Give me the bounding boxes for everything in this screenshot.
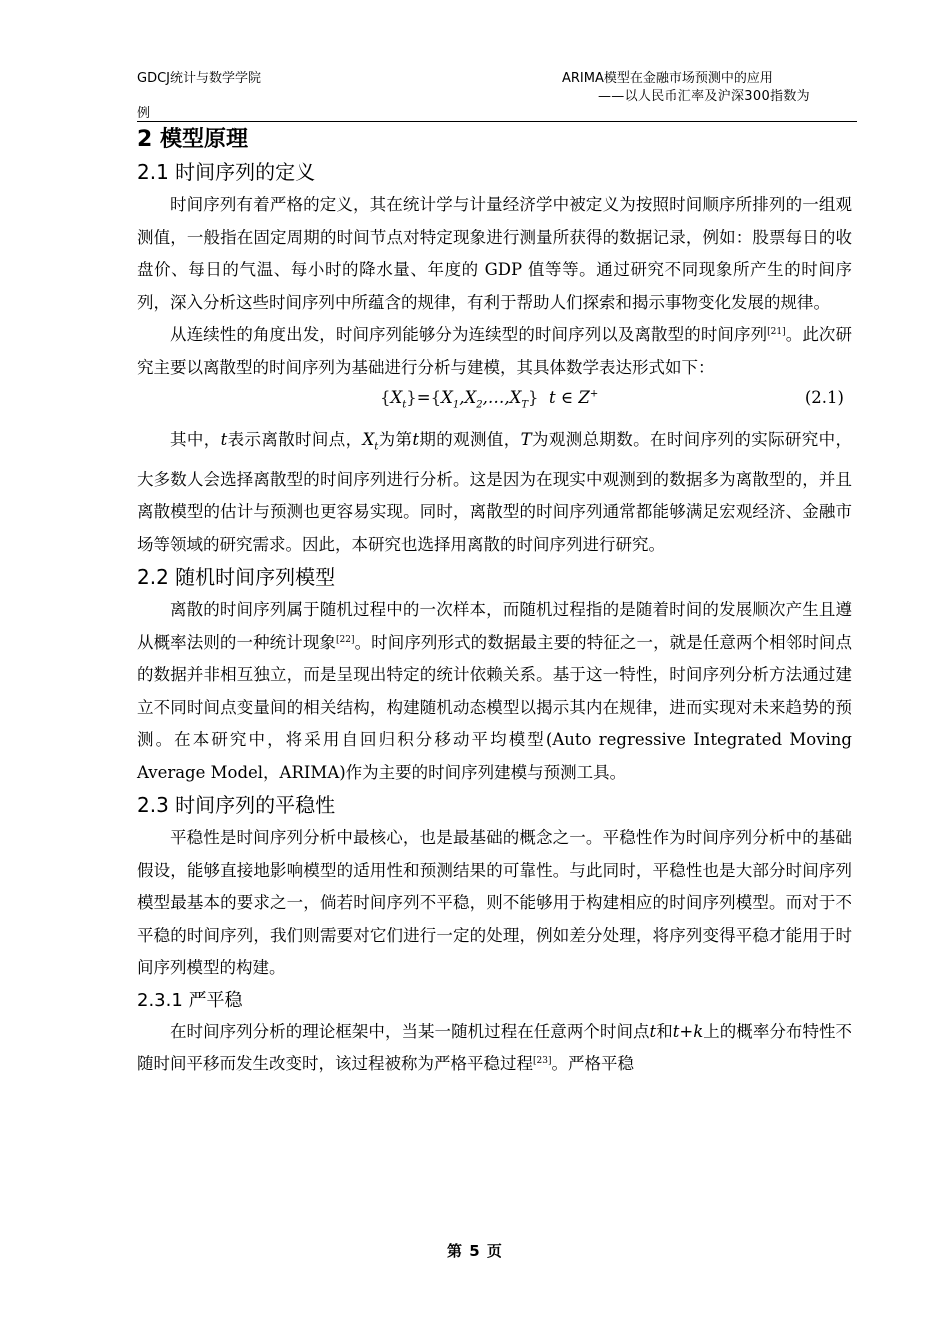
- main-content: [137, 123, 852, 1081]
- equation-body: $\{X_t\}=\{X_1,X_2,\dots,X_T\}$ t ∈ Z+: [380, 388, 599, 411]
- paragraph-discrete-explanation: 其中，t表示离散时间点，$X_t$为第t期的观测值，T为观测总期数。在时间序列的实际研究中，大多数人会选择离散型的时间序列进行分析。这是因为在现实中观测到的数据多为离散型的，并且离散模型的估计与预测也更容易实现。同时，离散型的时间序列通常都能够满足宏观经济、金融市场等领域的研究需求。因此，本研究也选择用离散的时间序列进行研究。: [137, 430, 853, 554]
- citation-22: [22]: [336, 634, 355, 645]
- citation-21: [21]: [767, 327, 786, 337]
- chapter-heading: 2 模型原理: [137, 127, 248, 152]
- paragraph-definition: 时间序列有着严格的定义，其在统计学与计量经济学中被定义为按照时间顺序所排列的一组观测值，一般指在固定周期的时间节点对特定现象进行测量所获得的数据记录，例如：股票每日的收盘价、每日的气温、每小时的降水量、年度的 GDP 值等等。通过研究不同现象所产生的时间序列，深入分析这些时间序列中所蕴含的规律，有利于帮助人们探索和揭示事物变化发展的规律。: [137, 195, 852, 312]
- section-heading-2-3: 2.3 时间序列的平稳性: [137, 793, 336, 818]
- paragraph-stationarity: 平稳性是时间序列分析中最核心，也是最基础的概念之一。平稳性作为时间序列分析中的基础假设，能够直接地影响模型的适用性和预测结果的可靠性。与此同时，平稳性也是大部分时间序列模型最基本的要求之一，倘若时间序列不平稳，则不能够用于构建相应的时间序列模型。而对于不平稳的时间序列，我们则需要对它们进行一定的处理，例如差分处理，将序列变得平稳才能用于时间序列模型的构建。: [137, 828, 852, 978]
- section-heading-2-2: 2.2 随机时间序列模型: [137, 565, 336, 590]
- section-heading-2-1: 2.1 时间序列的定义: [137, 160, 316, 184]
- paragraph-random-series: 离散的时间序列属于随机过程中的一次样本，而随机过程指的是随着时间的发展顺次产生且遵从概率法则的一种统计现象[22]。时间序列形式的数据最主要的特征之一，就是任意两个相邻时间点的数据并非相互独立，而是呈现出特定的统计依赖关系。基于这一特性，时间序列分析方法通过建立不同时间点变量间的相关结构，构建随机动态模型以揭示其内在规律，进而实现对未来趋势的预测。在本研究中，将采用自回归积分移动平均模型(Auto regressive Integrated Moving Average Model，ARIMA)作为主要的时间序列建模与预测工具。: [137, 600, 853, 782]
- paragraph-continuity: 从连续性的角度出发，时间序列能够分为连续型的时间序列以及离散型的时间序列[21]。此次研究主要以离散型的时间序列为基础进行分析与建模，其具体数学表达形式如下：: [137, 325, 853, 377]
- header-title-continuation: 例: [137, 106, 151, 121]
- subsection-heading-2-3-1: 2.3.1 严平稳: [137, 989, 243, 1011]
- header-title-line2: ——以人民币汇率及沪深300指数为: [598, 89, 810, 104]
- page-number: 第 5 页: [447, 1242, 503, 1260]
- paragraph-strict-stationarity: 在时间序列分析的理论框架中，当某一随机过程在任意两个时间点t和t+k上的概率分布特性不随时间平移而发生改变时，该过程被称为严格平稳过程[23]。严格平稳: [137, 1021, 853, 1074]
- equation-number: (2.1): [804, 388, 844, 407]
- header-title-line1: ARIMA模型在金融市场预测中的应用: [562, 71, 773, 86]
- header-rule: [137, 121, 857, 122]
- header-institution: GDCJ统计与数学学院: [137, 71, 261, 86]
- equation-2-1: [137, 384, 852, 424]
- citation-23: [23]: [533, 1056, 552, 1067]
